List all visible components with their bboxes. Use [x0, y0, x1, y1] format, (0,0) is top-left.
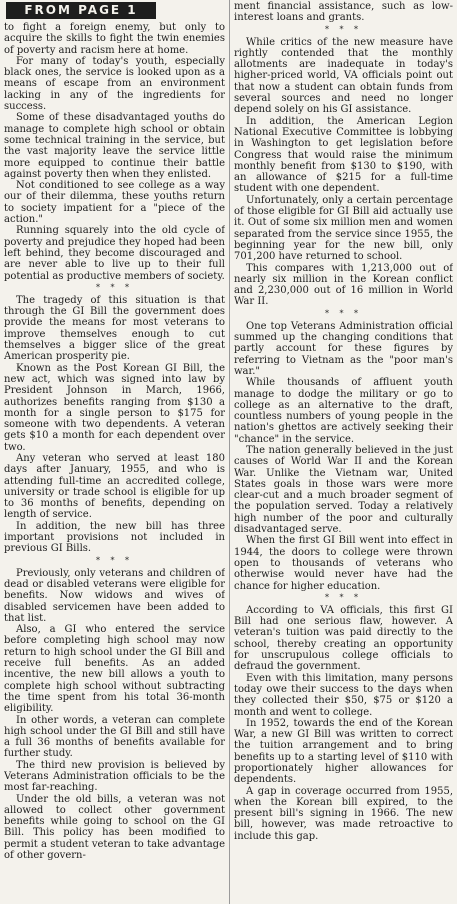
- section-separator: * * *: [324, 308, 363, 318]
- right-column-text: [234, 0, 453, 842]
- paragraph: When the first GI Bill went into effect in 1944, the doors to college were thrown open to thousands of veterans who otherwise would never have had the chance for higher education.: [234, 535, 453, 592]
- paragraph: In 1952, towards the end of the Korean War, a new GI Bill was written to correct the tuition arrangement and to bring benefits up to a starting level of $110 with proportionately higher allowances for dependents.: [234, 717, 453, 786]
- paragraph: Unfortunately, only a certain percentage of those eligible for GI Bill aid actually use it. Out of some six million men and women separated from the service since 1955, the beginning year for the new bill, only 701,200 have returned to school.: [234, 194, 453, 263]
- paragraph: A gap in coverage occurred from 1955, when the Korean bill expired, to the present bill's signing in 1966. The new bill, however, was made retroactive to include this gap.: [234, 785, 453, 842]
- paragraph: The nation generally believed in the just causes of World War II and the Korean War. Unlike the Vietnam war, United States goals in those wars were more clear-cut and a much broader segment of the population served. Today a relatively high number of the poor and culturally disadvantaged serve.: [234, 444, 453, 536]
- paragraph: In addition, the American Legion National Executive Committee is lobbying in Washington to get legislation before Congress that would raise the minimum monthly benefit from $130 to $190, with an allowance of $215 for a full-time student with one dependent.: [234, 115, 453, 195]
- left-column: [4, 0, 225, 904]
- paragraph: In other words, a veteran can complete high school under the GI Bill and still have a full 36 months of benefits available for further study.: [4, 714, 225, 760]
- section-separator: * * *: [324, 592, 363, 602]
- paragraph: This compares with 1,213,000 out of nearly six million in the Korean conflict and 2,230,000 out of 16 million in World War II.: [234, 262, 453, 308]
- paragraph: While critics of the new measure have rightly contended that the monthly allotments are inadequate in today's higher-priced world, VA officials point out that now a student can obtain funds from several sources and need no longer depend solely on his GI assistance.: [234, 36, 453, 116]
- paragraph: The tragedy of this situation is that through the GI Bill the government does provide the means for most veterans to improve themselves enough to cut themselves a bigger slice of the great American prosperity pie.: [4, 294, 225, 363]
- from-page-banner: FROM PAGE 1: [6, 2, 156, 19]
- left-column-text: [4, 0, 225, 861]
- paragraph: In addition, the new bill has three important provisions not included in previous GI Bills.: [4, 520, 225, 555]
- paragraph: The third new provision is believed by Veterans Administration officials to be the most far-reaching.: [4, 759, 225, 794]
- paragraph: While thousands of affluent youth manage to dodge the military or go to college as an alternative to the draft, countless numbers of young people in the nation's ghettos are actively seeking their "chance" in the service.: [234, 377, 453, 445]
- paragraph: Not conditioned to see college as a way our of their dilemma, these youths return to society impatient for a "piece of the action.": [4, 180, 225, 226]
- paragraph: Running squarely into the old cycle of poverty and prejudice they hoped had been left behind, they become discouraged and are never able to live up to their full potential as productive members of society.: [4, 225, 225, 282]
- paragraph: For many of today's youth, especially black ones, the service is looked upon as a means of escape from an environment lacking in any of the ingredients for success.: [4, 55, 225, 113]
- paragraph: to fight a foreign enemy, but only to acquire the skills to fight the twin enemies of poverty and racism here at home.: [4, 22, 225, 56]
- paragraph: According to VA officials, this first GI Bill had one serious flaw, however. A veteran's tuition was paid directly to the school, thereby creating an opportunity for unscrupulous college officials to defraud the government.: [234, 604, 453, 673]
- paragraph: Under the old bills, a veteran was not allowed to collect other government benefits while going to school on the GI Bill. This policy has been modified to permit a student veteran to take advantage of other govern-: [4, 793, 225, 862]
- paragraph: Any veteran who served at least 180 days after January, 1955, and who is attending full-time an accredited college, university or trade school is eligible for up to 36 months of benefits, depending on length of service.: [4, 452, 225, 521]
- paragraph: Also, a GI who entered the service before completing high school may now return to high school under the GI Bill and receive full benefits. As an added incentive, the new bill allows a youth to complete high school without subtracting the time spent from his total 36-month eligibility.: [4, 624, 225, 715]
- paragraph: ment financial assistance, such as low-interest loans and grants.: [234, 1, 453, 24]
- paragraph: One top Veterans Administration official summed up the changing conditions that partly account for these figures by referring to Vietnam as the "poor man's war.": [234, 320, 453, 377]
- paragraph: Known as the Post Korean GI Bill, the new act, which was signed into law by President Johnson in March, 1966, authorizes benefits ranging from $130 a month for a single person to $175 for someone with two dependents. A veteran gets $10 a month for each dependent over two.: [4, 362, 225, 453]
- paragraph: Previously, only veterans and children of dead or disabled veterans were eligible for benefits. Now widows and wives of disabled servicemen have been added to that list.: [4, 567, 225, 624]
- paragraph: Some of these disadvantaged youths do manage to complete high school or obtain some technical training in the service, but the vast majority leave the service little more equipped to continue their battle against poverty then when they enlisted.: [4, 112, 225, 180]
- section-separator: * * *: [324, 24, 363, 34]
- right-column: [234, 0, 453, 904]
- column-rule: [229, 0, 230, 904]
- section-separator: * * *: [95, 555, 134, 565]
- paragraph: Even with this limitation, many persons today owe their success to the days when they collected their $50, $75 or $120 a month and went to college.: [234, 672, 453, 718]
- section-separator: * * *: [95, 282, 134, 292]
